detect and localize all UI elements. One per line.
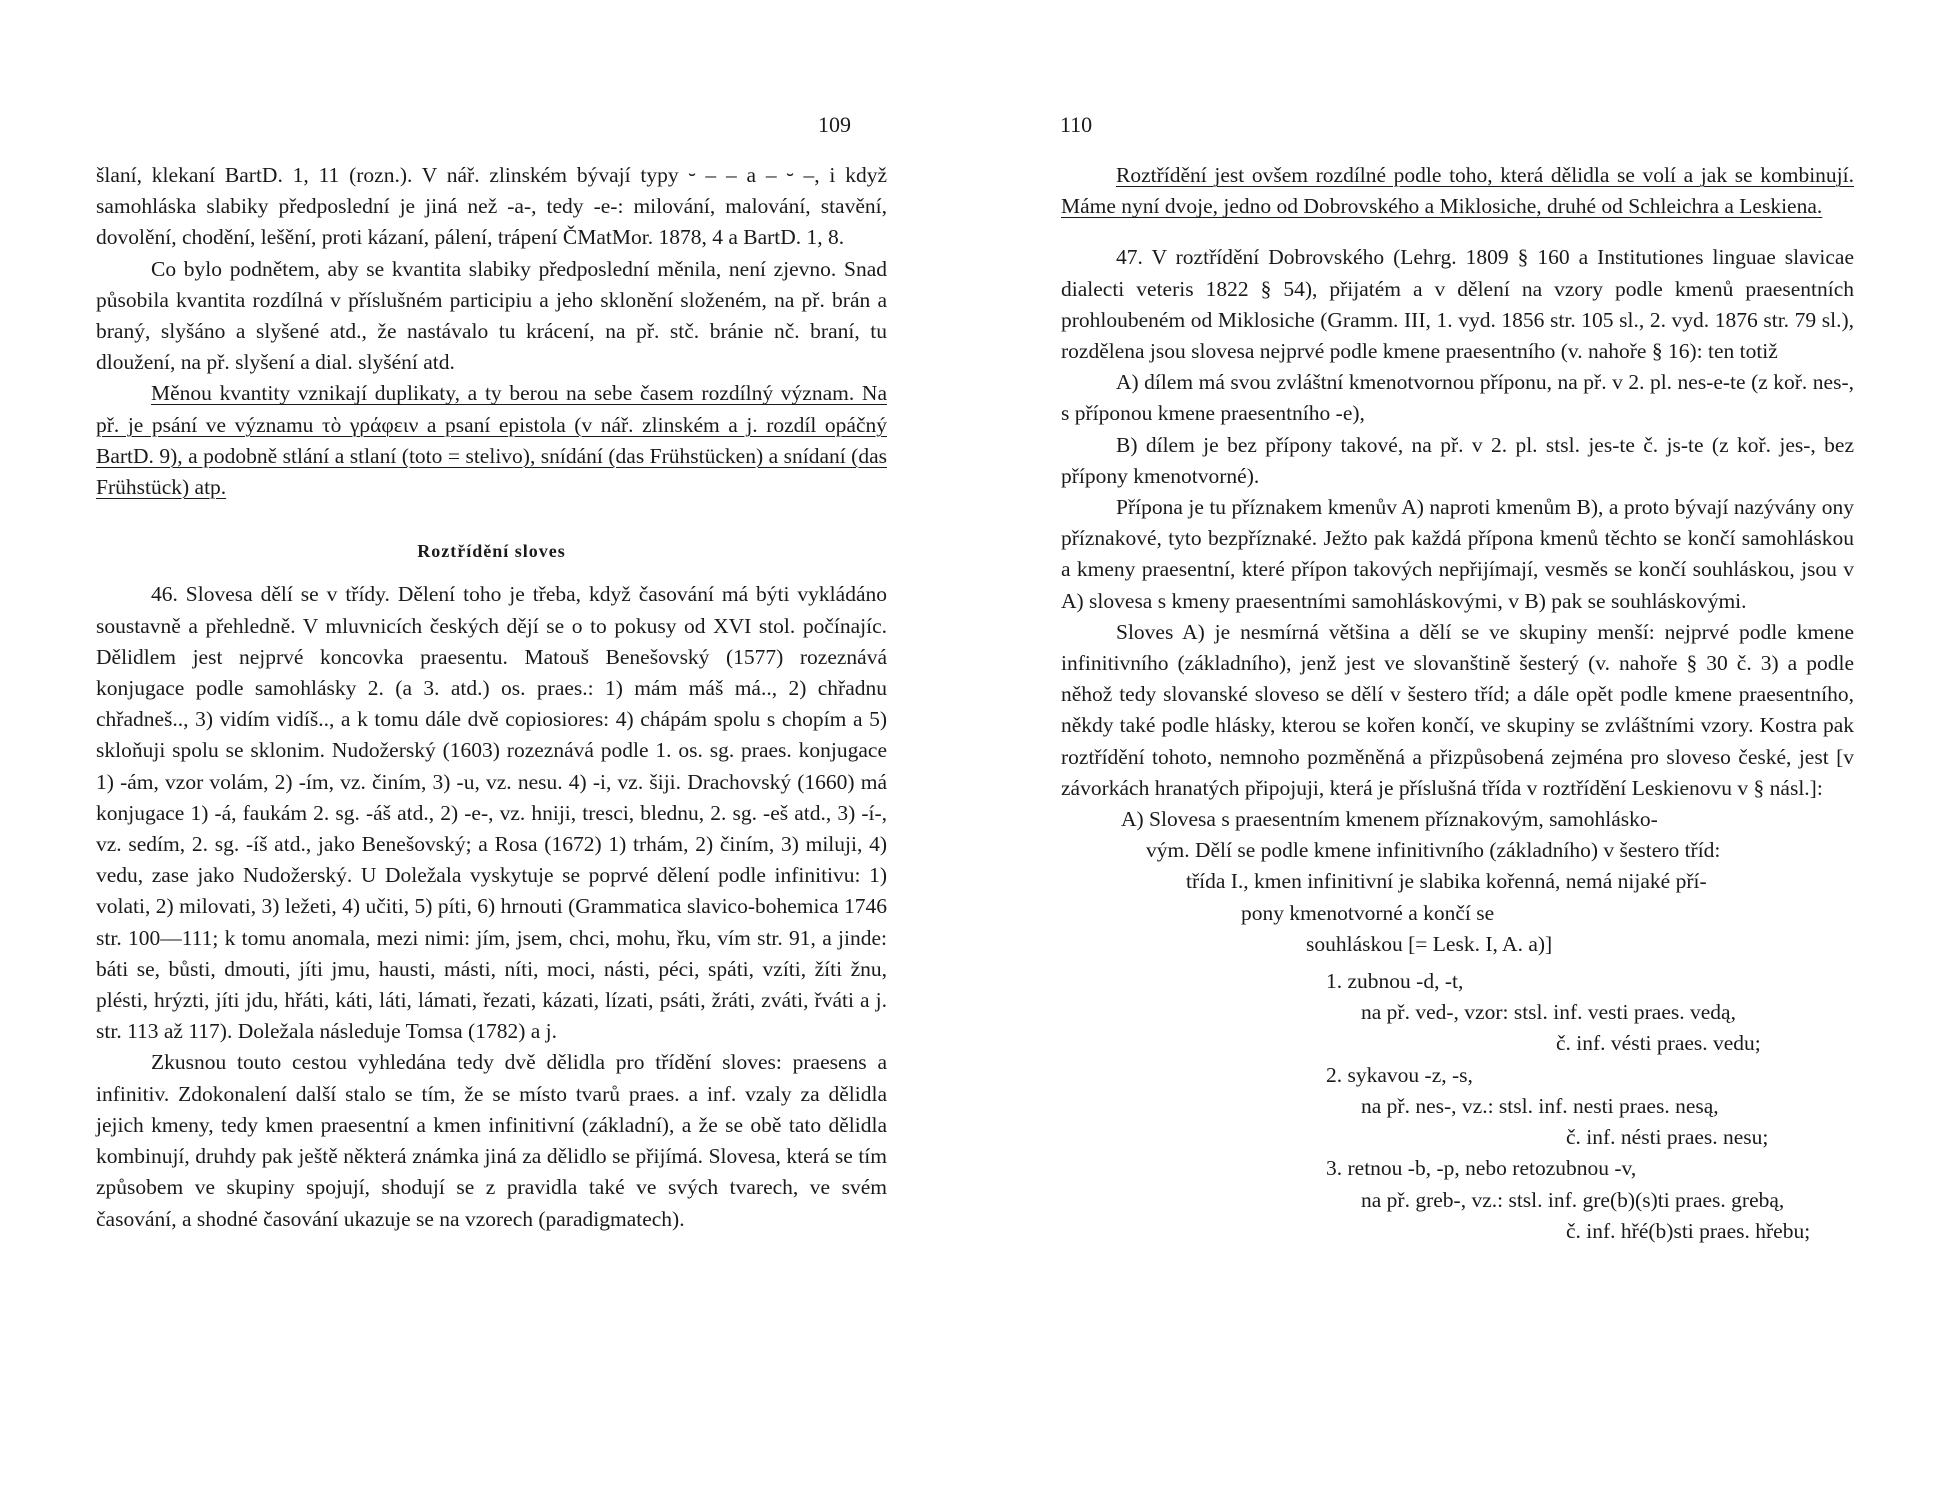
class-line: třída I., kmen infinitivní je slabika kořenná, nemá nijaké pří- (1186, 869, 1707, 894)
paragraph: 46. Slovesa dělí se v třídy. Dělení toho je třeba, když časování má býti vykládáno soustavně a přehledně. V mluvnicích českých dějí se o to pokusy od XVI stol. počínajíc. Dělidlem jest nejprvé koncovka praesentu. Matouš Benešovský (1577) rozeznává konjugace podle samohlásky 2. (a 3. atd.) os. praes.: 1) mám máš má.., 2) chřadnu chřadneš.., 3) vidím vidíš.., a k tomu dále dvě copiosiores: 4) chápám spolu s chopím a 5) skloňuji spolu se sklonim. Nudožerský (1603) rozeznává podle 1. os. sg. praes. konjugace 1) -ám, vzor volám, 2) -ím, vz. činím, 3) -u, vz. nesu. 4) -i, vz. šiji. Drachovský (1660) má konjugace 1) -á, faukám 2. sg. -áš atd., 2) -e-, vz. hniji, tresci, blednu, 2. sg. -eš atd., 3) -í-, vz. sedím, 2. sg. -íš atd., jako Benešovský; a Rosa (1672) 1) trhám, 2) činím, 3) miluji, 4) vedu, zase jako Nudožerský. U Doležala vyskytuje se poprvé dělení podle infinitivu: 1) volati, 2) milovati, 3) ležeti, 4) učiti, 5) píti, 6) hrnouti (Grammatica slavico-bohemica 1746 str. 100—111; k tomu anomala, mezi nimi: jím, jsem, chci, mohu, řku, vím str. 91, a jinde: báti se, bůsti, dmouti, jíti jmu, hausti, másti, níti, moci, násti, péci, spáti, vzíti, žíti žnu, plésti, hrýzti, jíti jdu, hřáti, káti, láti, lámati, řezati, kázati, lízati, psáti, žráti, zváti, řváti a j. str. 113 až 117). Doležala následuje Tomsa (1782) a j. (96, 582, 887, 1044)
list-item: na př. greb-, vz.: stsl. inf. gre(b)(s)ti praes. grebą, (1361, 1187, 1785, 1212)
list-item: 2. sykavou -z, -s, (1326, 1062, 1473, 1087)
page-number: 109 (818, 112, 851, 137)
list-item: na př. ved-, vzor: stsl. inf. vesti praes. vedą, (1361, 1000, 1736, 1025)
left-page-text (96, 160, 887, 1235)
paragraph: Roztřídění jest ovšem rozdílné podle toho, která dělidla se volí a jak se kombinují. Máme nyní dvoje, jedno od Dobrovského a Miklosiche, druhé od Schleichra a Leskiena. (1061, 163, 1854, 219)
paragraph: A) dílem má svou zvláštní kmenotvornou příponu, na př. v 2. pl. nes-e-te (z koř. nes-, s příponou kmene praesentního -e), (1061, 370, 1854, 426)
class-line: souhláskou [= Lesk. I, A. a)] (1306, 931, 1553, 956)
class-a-line: vým. Dělí se podle kmene infinitivního (základního) v šestero tříd: (1146, 838, 1721, 863)
list-item: č. inf. vésti praes. vedu; (1556, 1031, 1761, 1056)
section-heading: Roztřídění sloves (417, 541, 566, 562)
paragraph: Zkusnou touto cestou vyhledána tedy dvě dělidla pro třídění sloves: praesens a infinitiv. Zdokonalení další stalo se tím, že se místo tvarů praes. a inf. vzaly za dělidla jejich kmeny, tedy kmen praesentní a kmen infinitivní (základní), a že se obě tato dělidla kombinují, druhdy pak ještě některá známka jiná za dělidlo se přijímá. Slovesa, která se tím způsobem ve skupiny spojují, shodují se z pravidla také ve svých tvarech, ve svém časování, a shodné časování ukazuje se na vzorech (paradigmatech). (96, 1050, 887, 1231)
paragraph: B) dílem je bez přípony takové, na př. v 2. pl. stsl. jes-te č. js-te (z koř. jes-, bez přípony kmenotvorné). (1061, 432, 1854, 488)
paragraph: Měnou kvantity vznikají duplikaty, a ty berou na sebe časem rozdílný význam. Na př. je psání ve významu τὸ γράφειν a psaní epistola (v nář. zlinském a j. rozdíl opáčný BartD. 9), a podobně stlání a stlaní (toto = stelivo), snídání (das Frühstücken) a snídaní (das Frühstück) atp. (96, 381, 887, 500)
paragraph: Přípona je tu příznakem kmenův A) naproti kmenům B), a proto bývají nazývány ony příznakové, tyto bezpříznaké. Ježto pak každá přípona kmenů těchto se končí samohláskou a kmeny praesentní, které přípon takových nepřijímají, vesměs se končí souhláskou, jsou v A) slovesa s kmeny praesentními samohláskovými, v B) pak se souhláskovými. (1061, 495, 1854, 613)
list-item: na př. nes-, vz.: stsl. inf. nesti praes. nesą, (1361, 1093, 1719, 1118)
paragraph: Sloves A) je nesmírná většina a dělí se ve skupiny menší: nejprvé podle kmene infinitivního (základního), jenž jest ve slovanštině šesterý (v. nahoře § 30 č. 3) a podle něhož tedy slovanské sloveso se dělí v šestero tříd; a dále opět podle kmene praesentního, někdy také podle hlásky, kterou se kořen končí, ve skupiny se zvláštními vzory. Kostra pak roztřídění tohoto, nemnoho pozměněná a přizpůsobená zejména pro sloveso české, jest [v závorkách hranatých připojuji, která je příslušná třída v roztřídění Leskienovu v § násl.]: (1061, 619, 1854, 800)
paragraph: Co bylo podnětem, aby se kvantita slabiky předposlední měnila, není zjevno. Snad působila kvantita rozdílná v příslušném participiu a jeho sklonění složeném, na př. brán a braný, slyšáno a slyšené atd., že nastávalo tu krácení, na př. stč. bránie nč. braní, tu dloužení, na př. slyšení a dial. slyšéní atd. (96, 256, 887, 375)
class-a-line: A) Slovesa s praesentním kmenem příznakovým, samohlásko- (1121, 807, 1658, 832)
paragraph: 47. V roztřídění Dobrovského (Lehrg. 1809 § 160 a Institutiones linguae slavicae dialecti veteris 1822 § 54), přijatém a v dělení na vzory podle kmenů praesentních prohloubeném od Miklosiche (Gramm. III, 1. vyd. 1856 str. 105 sl., 2. vyd. 1876 str. 79 sl.), rozdělena jsou slovesa nejprvé podle kmene praesentního (v. nahoře § 16): ten totiž (1061, 245, 1854, 364)
right-page-text (1061, 160, 1854, 1247)
class-line: pony kmenotvorné a končí se (1241, 900, 1495, 925)
list-item: č. inf. hřé(b)sti praes. hřebu; (1566, 1218, 1811, 1243)
list-item: 3. retnou -b, -p, nebo retozubnou -v, (1326, 1156, 1637, 1181)
list-item: č. inf. nésti praes. nesu; (1566, 1125, 1769, 1150)
right-page (976, 0, 1952, 1500)
paragraph: šlaní, klekaní BartD. 1, 11 (rozn.). V nář. zlinském bývají typy ⏑ – – a – ⏑ –, i když samohláska slabiky předposlední je jiná než -a-, tedy -e-: milování, malování, stavění, dovolění, chodění, lešění, proti kázaní, pálení, trápení ČMatMor. 1878, 4 a BartD. 1, 8. (96, 163, 887, 250)
list-item: 1. zubnou -d, -t, (1326, 969, 1464, 994)
page-number: 110 (1060, 112, 1093, 137)
